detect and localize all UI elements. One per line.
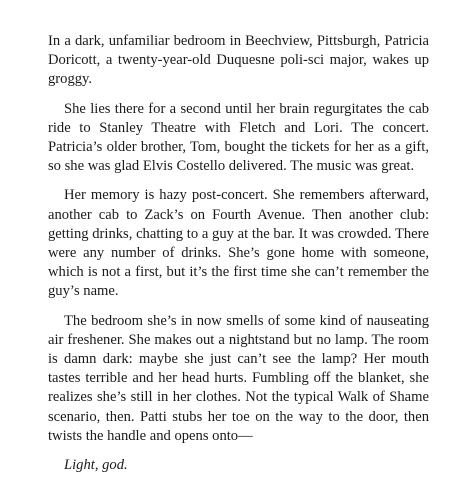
paragraph-3: Her memory is hazy post-concert. She remembers afterward, another cab to Zack’s on Fourth Avenue. Then another club: getting drinks, chatting to a guy at the bar. It was crowded. There were any number of drinks. She’s gone home with someone, which is not a first, but it’s the first time she can’t remember the guy’s name. [48,187,429,300]
paragraph-2: She lies there for a second until her brain regurgitates the cab ride to Stanley Theatre with Fletch and Lori. The concert. Patricia’s older brother, Tom, bought the tickets for her as a gift, so she was glad Elvis Costello delivered. The music was great. [48,100,429,175]
paragraph-4: The bedroom she’s in now smells of some kind of nauseating air freshener. She makes out a nightstand but no lamp. The room is damn dark: maybe she just can’t see the lamp? Her mouth tastes terrible and her head hurts. Fumbling off the blanket, she realizes she’s still in her clothes. Not the typical Walk of Shame scenario, then. Patti stubs her toe on the way to the door, then twists the handle and opens onto— [48,312,429,444]
paragraph-1: In a dark, unfamiliar bedroom in Beechview, Pittsburgh, Patricia Doricott, a twenty-year-old Duquesne poli-sci major, wakes up groggy. [48,33,429,88]
paragraph-5: Light, god. [64,457,128,474]
document-page [48,32,429,485]
